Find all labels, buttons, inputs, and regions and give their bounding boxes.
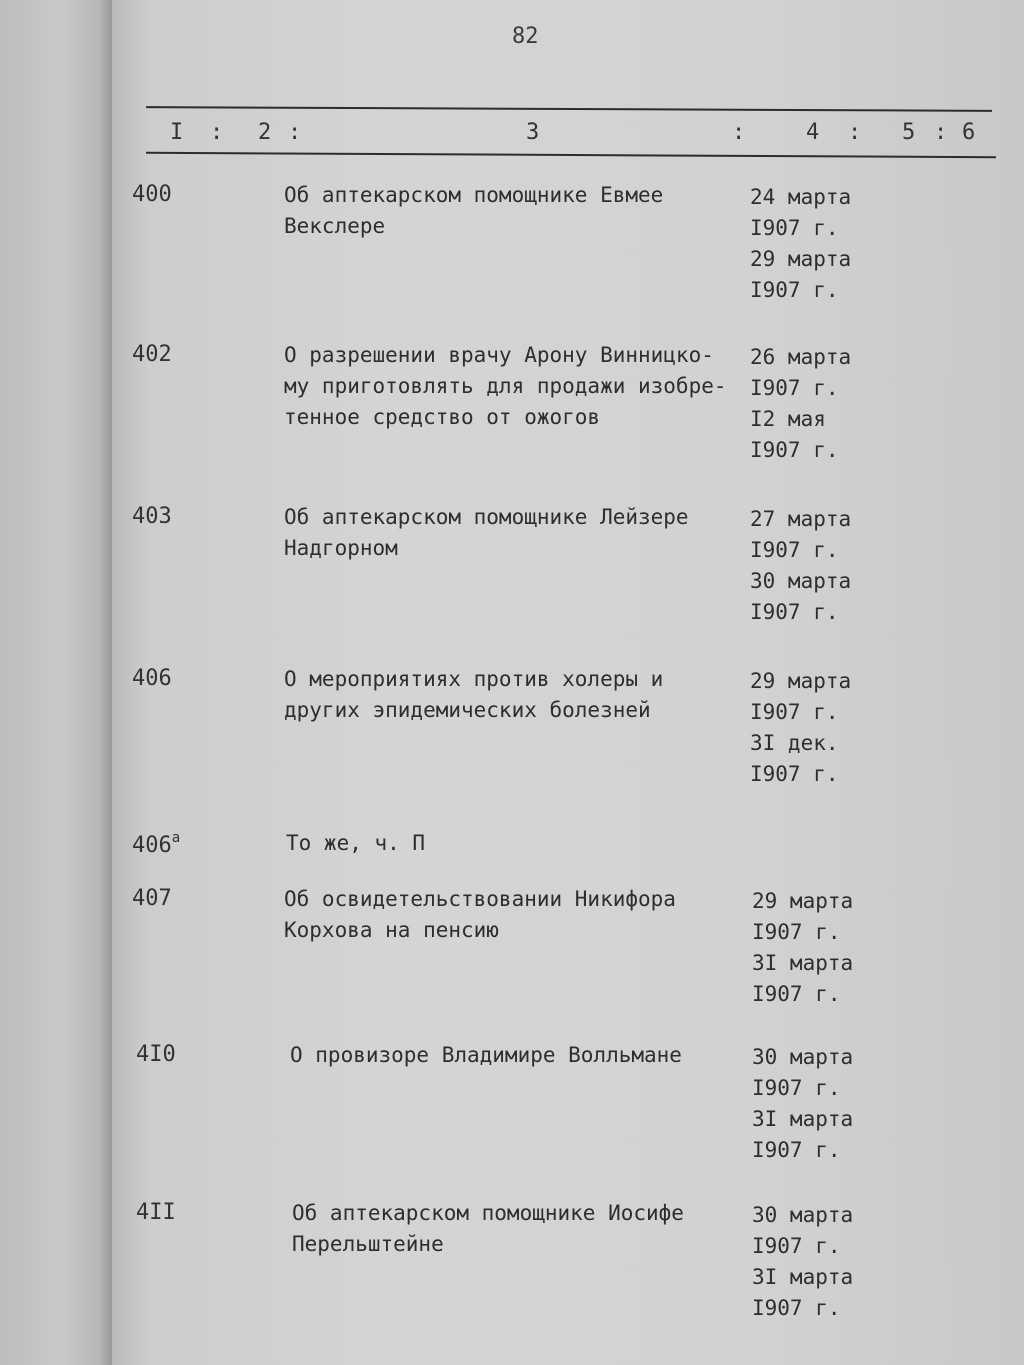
document-page [112, 0, 1024, 1365]
entry-number: 4I0 [136, 1042, 176, 1067]
entry-title: Об аптекарском помощнике Евмее Векслере [284, 183, 664, 238]
entry-title: О провизоре Владимире Волльмане [290, 1043, 682, 1067]
header-separator: : [288, 120, 302, 145]
entry-number: 4II [136, 1200, 176, 1225]
facing-page-edge [0, 0, 112, 1365]
entry-number: 407 [132, 886, 172, 911]
entry-number: 400 [132, 182, 172, 207]
header-col-3: 3 [526, 120, 540, 145]
entry-title: Об аптекарском помощнике Лейзере Надгорном [284, 505, 689, 560]
header-col-5: 5 [902, 120, 916, 145]
header-col-1: I [170, 120, 184, 145]
page-number: 82 [512, 24, 539, 49]
entry-dates: 29 марта I907 г. 3I дек. I907 г. [750, 669, 852, 786]
entry-title: О разрешении врачу Арону Винницко- му приготовлять для продажи изобре- тенное средство от ожогов [284, 343, 727, 429]
header-separator: : [934, 120, 948, 145]
header-col-2: 2 [258, 120, 272, 145]
entry-dates: 30 марта I907 г. 3I марта I907 г. [752, 1203, 854, 1320]
header-top-rule [146, 106, 992, 112]
header-separator: : [732, 120, 746, 145]
entry-number: 403 [132, 504, 172, 529]
header-separator: : [210, 120, 224, 145]
entry-title: Об аптекарском помощнике Иосифе Перельштейне [292, 1201, 684, 1256]
entry-number-superscript: а [171, 830, 181, 846]
entry-dates: 24 марта I907 г. 29 марта I907 г. [750, 185, 852, 302]
entry-title: О мероприятиях против холеры и других эпидемических болезней [284, 667, 664, 722]
header-col-4: 4 [806, 120, 820, 145]
entry-dates: 30 марта I907 г. 3I марта I907 г. [752, 1045, 854, 1162]
header-col-6: 6 [962, 120, 976, 145]
entry-dates: 27 марта I907 г. 30 марта I907 г. [750, 507, 852, 624]
entry-number: 406 [132, 666, 172, 691]
entry-title: То же, ч. П [286, 831, 426, 855]
entry-title: Об освидетельствовании Никифора Корхова на пенсию [284, 887, 676, 942]
entry-dates: 26 марта I907 г. I2 мая I907 г. [750, 345, 852, 462]
entry-number: 402 [132, 342, 172, 367]
entry-number: $406^а$ [132, 830, 181, 858]
entry-dates: 29 марта I907 г. 3I марта I907 г. [752, 889, 854, 1006]
header-separator: : [848, 120, 862, 145]
header-bottom-rule [146, 152, 996, 158]
